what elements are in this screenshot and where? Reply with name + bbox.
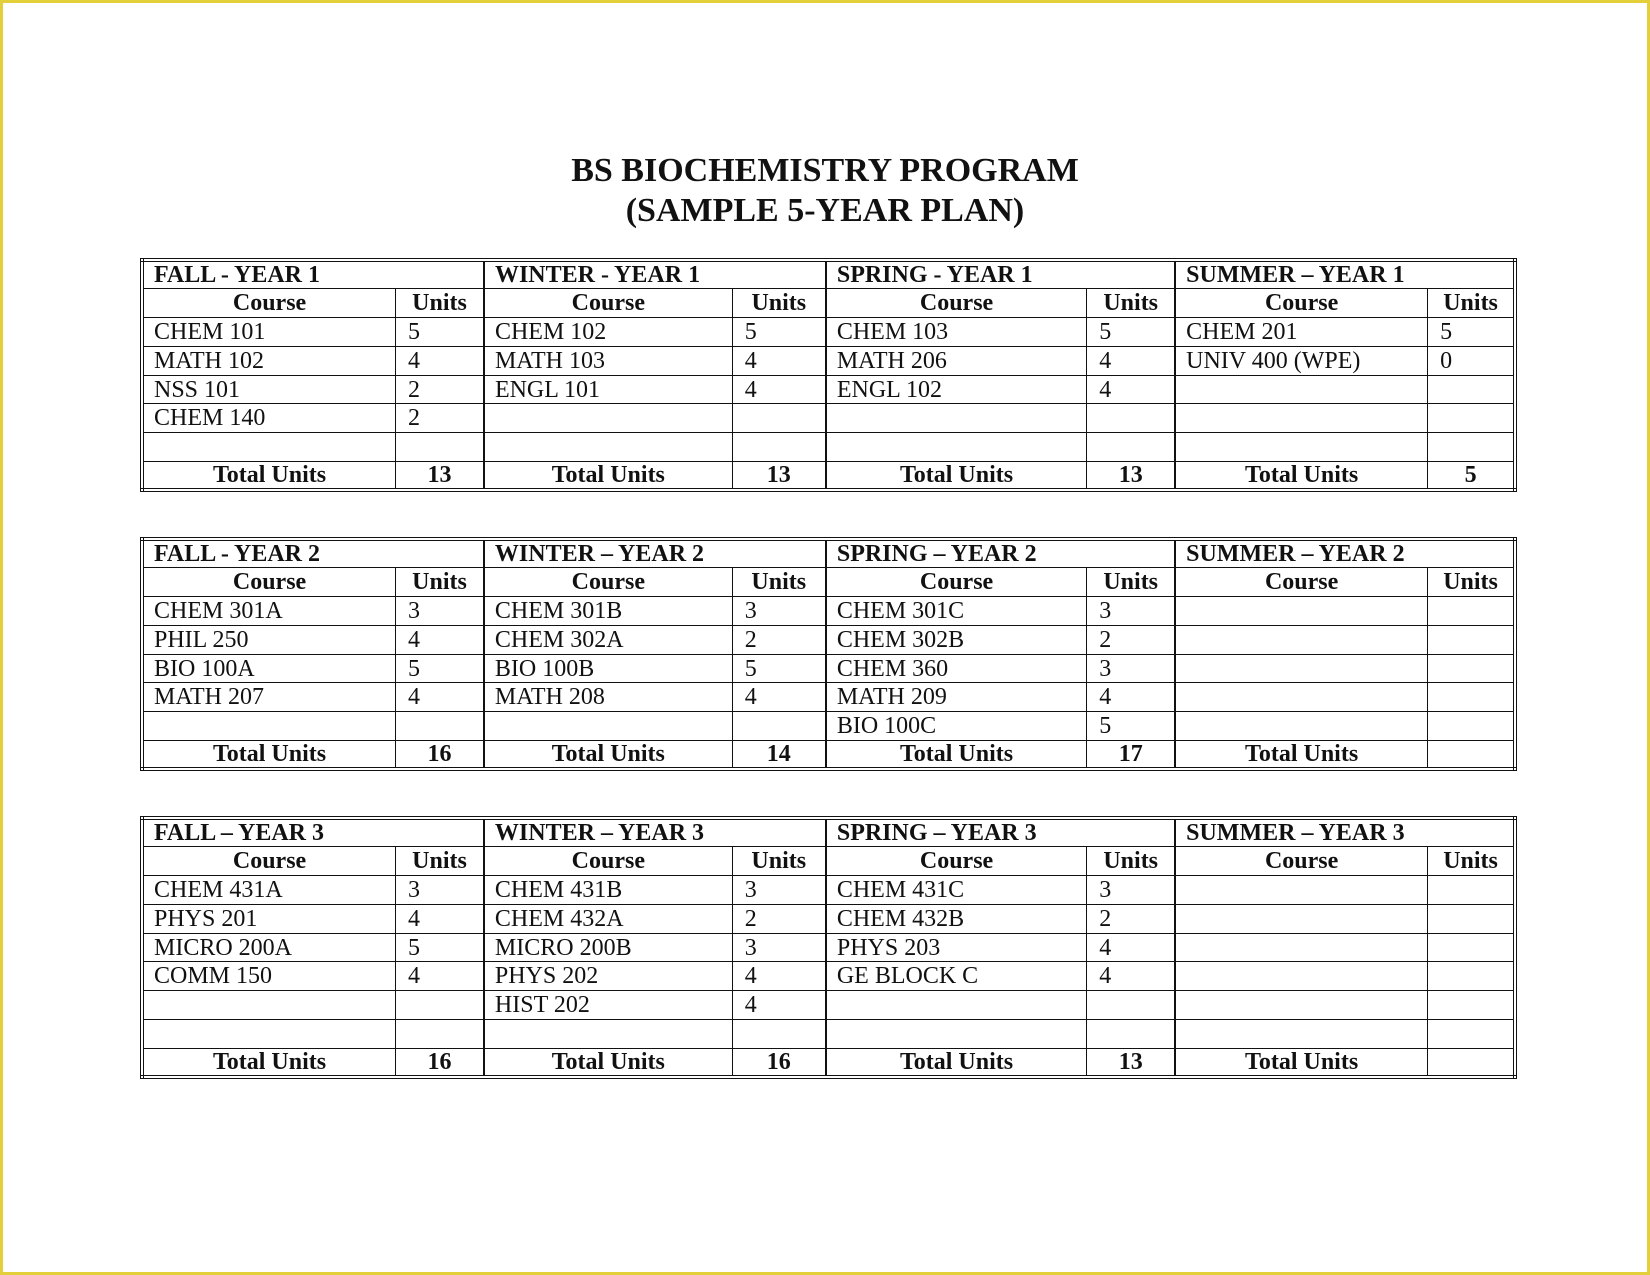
course-cell bbox=[826, 991, 1087, 1020]
units-cell bbox=[1428, 991, 1515, 1020]
units-cell: 5 bbox=[396, 654, 484, 683]
units-cell bbox=[1428, 962, 1515, 991]
year-1-plan-table bbox=[140, 258, 1517, 492]
total-units-label: Total Units bbox=[142, 462, 396, 491]
course-cell: HIST 202 bbox=[484, 991, 732, 1020]
term-heading: WINTER – YEAR 2 bbox=[484, 539, 826, 568]
course-cell bbox=[1175, 904, 1427, 933]
total-units-label: Total Units bbox=[826, 741, 1087, 770]
course-cell: PHIL 250 bbox=[142, 625, 396, 654]
total-units-label: Total Units bbox=[826, 1048, 1087, 1077]
units-cell: 4 bbox=[732, 991, 826, 1020]
table-row bbox=[142, 991, 1515, 1020]
units-cell bbox=[1087, 404, 1175, 433]
units-cell: 2 bbox=[396, 375, 484, 404]
course-cell: CHEM 201 bbox=[1175, 318, 1427, 347]
course-cell: CHEM 431C bbox=[826, 876, 1087, 905]
units-cell: 5 bbox=[732, 654, 826, 683]
table-row bbox=[142, 597, 1515, 626]
units-cell: 5 bbox=[732, 318, 826, 347]
units-column-header: Units bbox=[1428, 289, 1515, 318]
course-cell bbox=[484, 1020, 732, 1049]
table-row bbox=[142, 346, 1515, 375]
units-column-header: Units bbox=[732, 289, 826, 318]
units-cell bbox=[1428, 683, 1515, 712]
year-3-plan-table bbox=[140, 816, 1517, 1079]
units-cell bbox=[1428, 597, 1515, 626]
term-heading: WINTER – YEAR 3 bbox=[484, 818, 826, 847]
units-cell: 5 bbox=[1087, 712, 1175, 741]
course-cell: CHEM 302A bbox=[484, 625, 732, 654]
units-cell: 5 bbox=[1087, 318, 1175, 347]
units-cell: 3 bbox=[732, 876, 826, 905]
course-cell: CHEM 360 bbox=[826, 654, 1087, 683]
units-column-header: Units bbox=[732, 847, 826, 876]
course-cell: BIO 100B bbox=[484, 654, 732, 683]
course-cell: MATH 206 bbox=[826, 346, 1087, 375]
total-units-label: Total Units bbox=[826, 462, 1087, 491]
course-column-header: Course bbox=[826, 568, 1087, 597]
total-units-value: 13 bbox=[1087, 462, 1175, 491]
table-row bbox=[142, 904, 1515, 933]
total-units-label: Total Units bbox=[484, 462, 732, 491]
course-cell bbox=[1175, 683, 1427, 712]
units-cell bbox=[396, 712, 484, 741]
course-cell: CHEM 302B bbox=[826, 625, 1087, 654]
total-units-label: Total Units bbox=[142, 741, 396, 770]
total-units-value: 14 bbox=[732, 741, 826, 770]
course-cell: PHYS 203 bbox=[826, 933, 1087, 962]
total-units-value: 16 bbox=[396, 741, 484, 770]
course-cell bbox=[484, 712, 732, 741]
total-units-row bbox=[142, 741, 1515, 770]
course-cell: MATH 209 bbox=[826, 683, 1087, 712]
units-cell bbox=[1428, 404, 1515, 433]
course-cell bbox=[1175, 712, 1427, 741]
units-cell: 4 bbox=[396, 625, 484, 654]
course-cell bbox=[826, 1020, 1087, 1049]
course-cell: ENGL 102 bbox=[826, 375, 1087, 404]
course-column-header: Course bbox=[142, 847, 396, 876]
table-row bbox=[142, 404, 1515, 433]
course-cell: PHYS 201 bbox=[142, 904, 396, 933]
total-units-value bbox=[1428, 741, 1515, 770]
table-row bbox=[142, 933, 1515, 962]
term-heading: WINTER - YEAR 1 bbox=[484, 260, 826, 289]
units-cell: 3 bbox=[732, 933, 826, 962]
units-cell: 4 bbox=[1087, 346, 1175, 375]
units-cell: 3 bbox=[396, 876, 484, 905]
term-heading: FALL - YEAR 1 bbox=[142, 260, 484, 289]
units-cell bbox=[732, 1020, 826, 1049]
units-column-header: Units bbox=[1087, 568, 1175, 597]
course-cell bbox=[1175, 1020, 1427, 1049]
course-cell: MICRO 200B bbox=[484, 933, 732, 962]
table-row bbox=[142, 625, 1515, 654]
units-cell: 4 bbox=[1087, 933, 1175, 962]
total-units-value: 16 bbox=[732, 1048, 826, 1077]
units-cell: 2 bbox=[732, 904, 826, 933]
units-cell: 4 bbox=[396, 904, 484, 933]
term-header-row bbox=[142, 539, 1515, 568]
course-cell bbox=[1175, 375, 1427, 404]
units-column-header: Units bbox=[396, 289, 484, 318]
course-cell: MATH 103 bbox=[484, 346, 732, 375]
course-column-header: Course bbox=[142, 568, 396, 597]
table-row bbox=[142, 962, 1515, 991]
total-units-row bbox=[142, 462, 1515, 491]
term-heading: SUMMER – YEAR 2 bbox=[1175, 539, 1515, 568]
units-cell: 2 bbox=[396, 404, 484, 433]
course-cell bbox=[826, 404, 1087, 433]
course-cell bbox=[1175, 933, 1427, 962]
table-row bbox=[142, 1020, 1515, 1049]
table-row bbox=[142, 375, 1515, 404]
course-cell: CHEM 103 bbox=[826, 318, 1087, 347]
units-cell: 3 bbox=[1087, 597, 1175, 626]
course-cell: ENGL 101 bbox=[484, 375, 732, 404]
units-column-header: Units bbox=[732, 568, 826, 597]
units-cell bbox=[1428, 933, 1515, 962]
course-cell bbox=[142, 991, 396, 1020]
units-cell: 4 bbox=[396, 683, 484, 712]
units-cell bbox=[396, 991, 484, 1020]
course-cell: PHYS 202 bbox=[484, 962, 732, 991]
units-column-header: Units bbox=[1428, 847, 1515, 876]
units-cell: 4 bbox=[732, 346, 826, 375]
units-cell: 2 bbox=[1087, 904, 1175, 933]
course-cell bbox=[1175, 991, 1427, 1020]
course-cell bbox=[826, 433, 1087, 462]
course-cell bbox=[142, 433, 396, 462]
total-units-value: 13 bbox=[1087, 1048, 1175, 1077]
units-cell: 4 bbox=[1087, 375, 1175, 404]
title-line-1: BS BIOCHEMISTRY PROGRAM bbox=[571, 152, 1079, 189]
course-cell: CHEM 301A bbox=[142, 597, 396, 626]
total-units-value: 13 bbox=[396, 462, 484, 491]
units-cell bbox=[1428, 904, 1515, 933]
units-cell: 4 bbox=[732, 962, 826, 991]
course-column-header: Course bbox=[484, 568, 732, 597]
units-cell bbox=[1087, 1020, 1175, 1049]
term-heading: SPRING – YEAR 3 bbox=[826, 818, 1175, 847]
course-cell: CHEM 431B bbox=[484, 876, 732, 905]
course-column-header: Course bbox=[142, 289, 396, 318]
term-heading: SPRING - YEAR 1 bbox=[826, 260, 1175, 289]
units-cell: 4 bbox=[396, 962, 484, 991]
units-cell bbox=[396, 1020, 484, 1049]
course-cell: BIO 100A bbox=[142, 654, 396, 683]
units-cell: 4 bbox=[732, 375, 826, 404]
total-units-label: Total Units bbox=[1175, 741, 1427, 770]
column-header-row bbox=[142, 847, 1515, 876]
term-heading: SPRING – YEAR 2 bbox=[826, 539, 1175, 568]
table-row bbox=[142, 654, 1515, 683]
units-cell: 3 bbox=[396, 597, 484, 626]
table-row bbox=[142, 433, 1515, 462]
course-cell: BIO 100C bbox=[826, 712, 1087, 741]
units-column-header: Units bbox=[1087, 289, 1175, 318]
course-column-header: Course bbox=[1175, 289, 1427, 318]
units-cell: 3 bbox=[1087, 654, 1175, 683]
total-units-label: Total Units bbox=[484, 741, 732, 770]
term-heading: FALL - YEAR 2 bbox=[142, 539, 484, 568]
course-cell: MATH 208 bbox=[484, 683, 732, 712]
term-heading: SUMMER – YEAR 1 bbox=[1175, 260, 1515, 289]
units-cell bbox=[1428, 712, 1515, 741]
units-cell: 4 bbox=[396, 346, 484, 375]
total-units-value: 13 bbox=[732, 462, 826, 491]
units-cell bbox=[1087, 991, 1175, 1020]
course-cell: MATH 207 bbox=[142, 683, 396, 712]
units-cell: 4 bbox=[1087, 683, 1175, 712]
units-cell bbox=[732, 404, 826, 433]
units-cell bbox=[1087, 433, 1175, 462]
course-cell: CHEM 301C bbox=[826, 597, 1087, 626]
page-title bbox=[3, 151, 1647, 231]
course-column-header: Course bbox=[826, 289, 1087, 318]
course-cell bbox=[1175, 625, 1427, 654]
units-column-header: Units bbox=[396, 847, 484, 876]
total-units-value: 17 bbox=[1087, 741, 1175, 770]
units-cell bbox=[1428, 654, 1515, 683]
course-cell: CHEM 101 bbox=[142, 318, 396, 347]
units-cell: 3 bbox=[732, 597, 826, 626]
units-cell: 2 bbox=[732, 625, 826, 654]
course-cell: CHEM 102 bbox=[484, 318, 732, 347]
course-cell bbox=[1175, 404, 1427, 433]
year-2-plan-table bbox=[140, 537, 1517, 771]
course-column-header: Course bbox=[1175, 847, 1427, 876]
total-units-value: 5 bbox=[1428, 462, 1515, 491]
total-units-value bbox=[1428, 1048, 1515, 1077]
course-cell bbox=[1175, 654, 1427, 683]
course-cell bbox=[1175, 876, 1427, 905]
total-units-label: Total Units bbox=[484, 1048, 732, 1077]
course-cell bbox=[142, 712, 396, 741]
course-cell: GE BLOCK C bbox=[826, 962, 1087, 991]
term-heading: SUMMER – YEAR 3 bbox=[1175, 818, 1515, 847]
units-cell bbox=[1428, 433, 1515, 462]
units-cell bbox=[1428, 625, 1515, 654]
column-header-row bbox=[142, 289, 1515, 318]
course-cell: CHEM 431A bbox=[142, 876, 396, 905]
course-cell: CHEM 140 bbox=[142, 404, 396, 433]
units-cell: 2 bbox=[1087, 625, 1175, 654]
title-line-2: (SAMPLE 5-YEAR PLAN) bbox=[625, 192, 1025, 229]
units-cell: 5 bbox=[396, 318, 484, 347]
course-column-header: Course bbox=[826, 847, 1087, 876]
course-cell bbox=[484, 433, 732, 462]
course-cell bbox=[1175, 962, 1427, 991]
term-heading: FALL – YEAR 3 bbox=[142, 818, 484, 847]
course-cell bbox=[484, 404, 732, 433]
units-cell bbox=[732, 433, 826, 462]
term-header-row bbox=[142, 818, 1515, 847]
units-cell: 3 bbox=[1087, 876, 1175, 905]
total-units-label: Total Units bbox=[1175, 1048, 1427, 1077]
table-row bbox=[142, 318, 1515, 347]
course-cell: CHEM 432A bbox=[484, 904, 732, 933]
units-cell: 4 bbox=[732, 683, 826, 712]
units-column-header: Units bbox=[396, 568, 484, 597]
course-column-header: Course bbox=[1175, 568, 1427, 597]
course-cell: COMM 150 bbox=[142, 962, 396, 991]
course-column-header: Course bbox=[484, 289, 732, 318]
table-row bbox=[142, 876, 1515, 905]
term-header-row bbox=[142, 260, 1515, 289]
total-units-label: Total Units bbox=[1175, 462, 1427, 491]
course-cell: MATH 102 bbox=[142, 346, 396, 375]
total-units-label: Total Units bbox=[142, 1048, 396, 1077]
units-cell: 0 bbox=[1428, 346, 1515, 375]
course-cell: CHEM 301B bbox=[484, 597, 732, 626]
units-cell bbox=[396, 433, 484, 462]
course-cell: CHEM 432B bbox=[826, 904, 1087, 933]
course-cell: NSS 101 bbox=[142, 375, 396, 404]
course-cell bbox=[1175, 597, 1427, 626]
units-cell: 5 bbox=[396, 933, 484, 962]
table-row bbox=[142, 712, 1515, 741]
total-units-value: 16 bbox=[396, 1048, 484, 1077]
column-header-row bbox=[142, 568, 1515, 597]
units-cell bbox=[1428, 375, 1515, 404]
units-cell: 4 bbox=[1087, 962, 1175, 991]
units-cell bbox=[1428, 876, 1515, 905]
course-cell: MICRO 200A bbox=[142, 933, 396, 962]
course-cell bbox=[1175, 433, 1427, 462]
table-row bbox=[142, 683, 1515, 712]
course-cell bbox=[142, 1020, 396, 1049]
total-units-row bbox=[142, 1048, 1515, 1077]
course-column-header: Course bbox=[484, 847, 732, 876]
units-column-header: Units bbox=[1087, 847, 1175, 876]
units-cell bbox=[732, 712, 826, 741]
units-cell bbox=[1428, 1020, 1515, 1049]
units-cell: 5 bbox=[1428, 318, 1515, 347]
course-cell: UNIV 400 (WPE) bbox=[1175, 346, 1427, 375]
units-column-header: Units bbox=[1428, 568, 1515, 597]
